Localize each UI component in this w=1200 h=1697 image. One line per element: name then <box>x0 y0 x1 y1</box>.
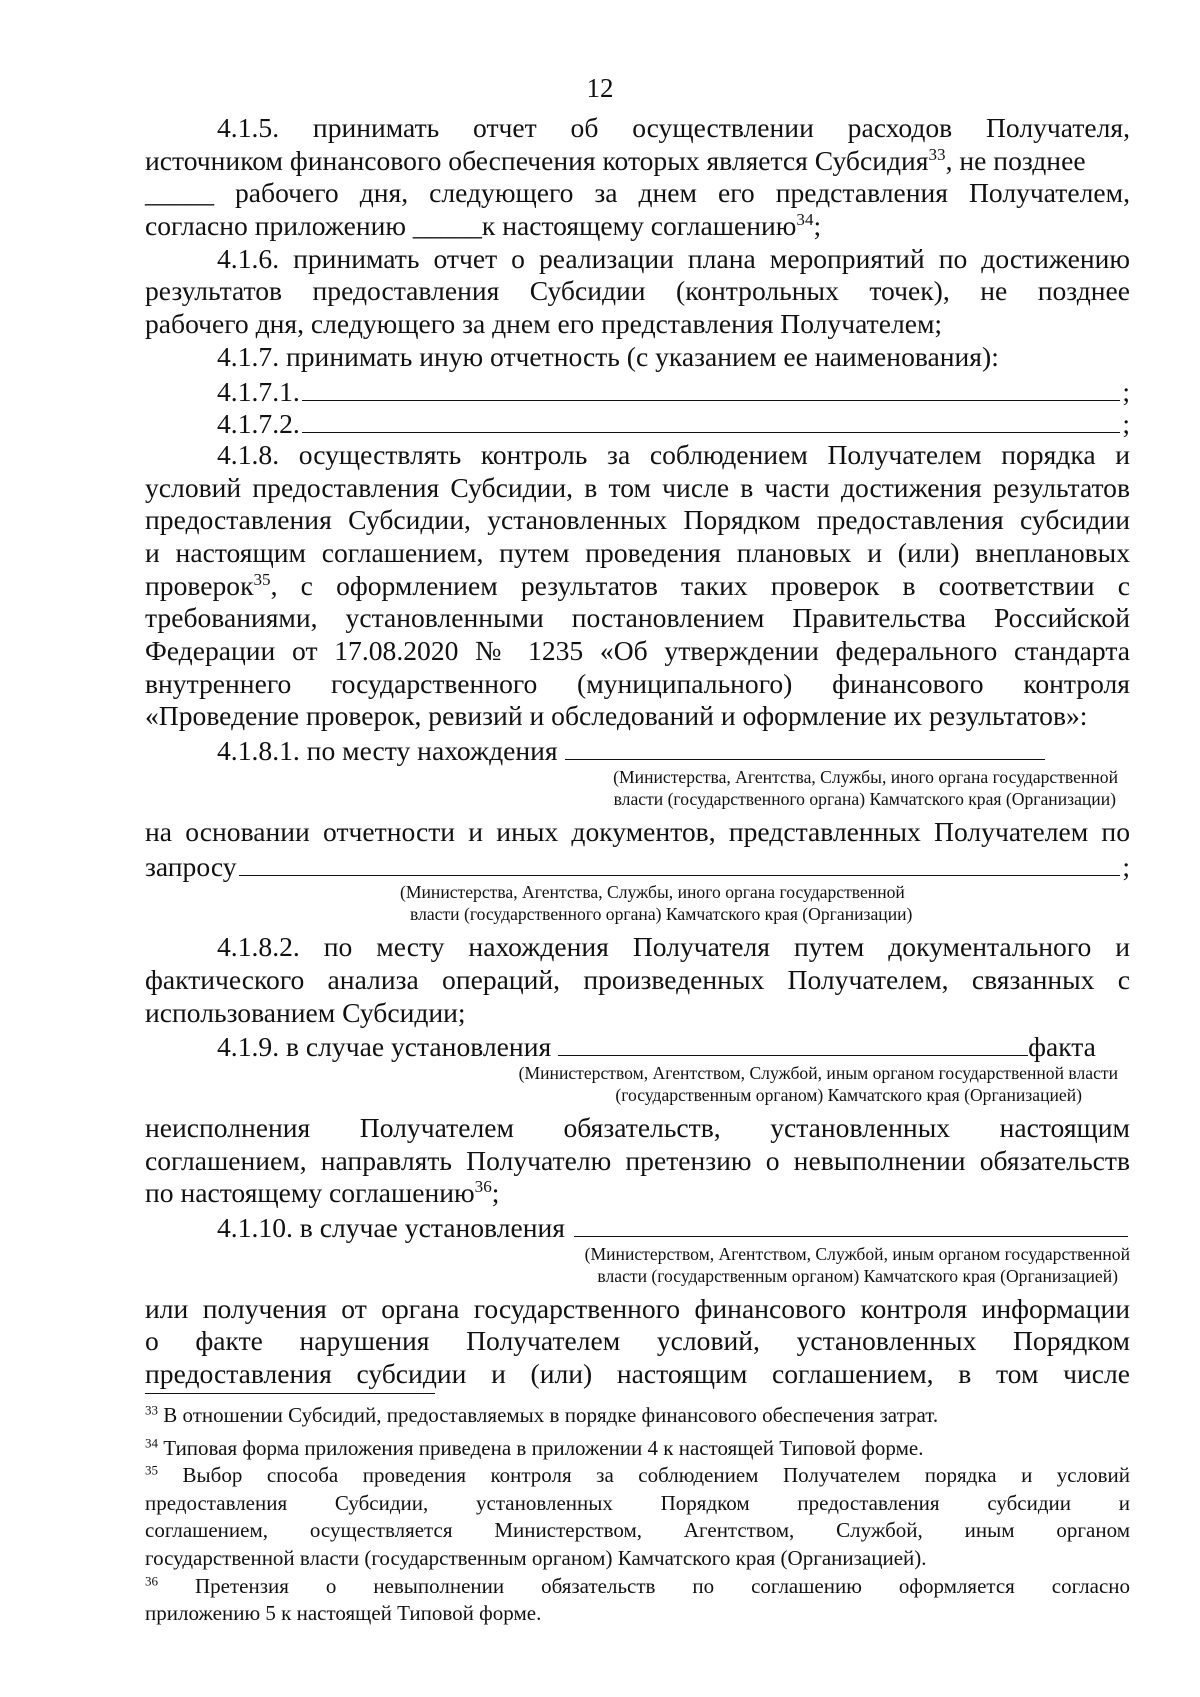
footnote-36-line-2: приложению 5 к настоящей Типовой форме. <box>145 1601 542 1626</box>
clause-4-1-8-line-9: «Проведение проверок, ревизий и обследований и оформление их результатов»: <box>145 700 1088 732</box>
clause-4-1-8-line-6: требованиями, установленными постановлением Правительства Российской <box>145 602 1130 634</box>
clause-4-1-9-line-3: соглашением, направлять Получателю претензию о невыполнении обязательств <box>145 1144 1130 1176</box>
clause-4-1-6-line-1: 4.1.6. принимать отчет о реализации плана мероприятий по достижению <box>217 242 1130 274</box>
clause-4-1-8-1-line-2: на основании отчетности и иных документов, представленных Получателем по <box>145 815 1130 847</box>
footnote-34: $^{34}$ Типовая форма приложения приведена в приложении 4 к настоящей Типовой форме. <box>145 1435 924 1460</box>
footnote-33: $^{33}$ В отношении Субсидий, предоставляемых в порядке финансового обеспечения затрат. <box>145 1402 939 1427</box>
clause-4-1-8-line-1: 4.1.8. осуществлять контроль за соблюдением Получателем порядка и <box>217 438 1130 470</box>
fill-line <box>565 733 1045 760</box>
field-caption: (Министерства, Агентства, Службы, иного органа государственной <box>400 882 905 903</box>
clause-4-1-9-line-4: по настоящему соглашению$^{36}$; <box>145 1177 500 1209</box>
clause-4-1-9-line-1: 4.1.9. в случае установления факта <box>145 1029 1130 1062</box>
field-caption: власти (государственного органа) Камчатского края (Организации) <box>410 904 913 925</box>
clause-4-1-5-line-2: источником финансового обеспечения которых является Субсидия$^{33}$, не позднее <box>145 144 1086 176</box>
fill-line <box>302 374 1121 401</box>
clause-4-1-5-line-3: _____ рабочего дня, следующего за днем его представления Получателем, <box>145 177 1130 209</box>
document-body <box>145 112 1130 1391</box>
fill-line <box>302 406 1121 433</box>
field-caption: (государственным органом) Камчатского края (Организацией) <box>615 1084 1082 1105</box>
footnote-35-line-2: предоставления Субсидии, установленных Порядком предоставления субсидии и <box>145 1490 1130 1515</box>
footnote-35-line-3: соглашением, осуществляется Министерством, Агентством, Службой, иным органом <box>145 1518 1130 1543</box>
fill-line <box>558 1029 1028 1056</box>
clause-4-1-7-2: 4.1.7.2. ; <box>145 406 1130 439</box>
footnote-36-line-1: $^{36}$ Претензия о невыполнении обязательств по соглашению оформляется согласно <box>145 1573 1131 1598</box>
footnote-35-line-4: государственной власти (государственным органом) Камчатского края (Организацией). <box>145 1545 927 1570</box>
clause-4-1-8-line-5: проверок$^{35}$, с оформлением результатов таких проверок в соответствии с <box>145 569 1130 601</box>
fill-line <box>574 1210 1128 1237</box>
clause-4-1-8-2-line-1: 4.1.8.2. по месту нахождения Получателя путем документального и <box>217 931 1130 963</box>
clause-4-1-8-1-line-3: запросу ; <box>145 848 1130 881</box>
clause-4-1-10-line-2: или получения от органа государственного финансового контроля информации <box>145 1292 1130 1324</box>
clause-4-1-8-line-8: внутреннего государственного (муниципального) финансового контроля <box>145 667 1130 699</box>
clause-4-1-8-2-line-3: использованием Субсидии; <box>145 996 466 1028</box>
clause-4-1-10-line-1: 4.1.10. в случае установления <box>145 1210 1130 1243</box>
clause-4-1-5-line-4: согласно приложению _____к настоящему соглашению$^{34}$; <box>145 210 822 242</box>
field-caption: власти (государственного органа) Камчатского края (Организации) <box>613 788 1116 809</box>
field-caption: (Министерством, Агентством, Службой, иным органом государственной власти <box>518 1062 1118 1083</box>
clause-4-1-5-line-1: 4.1.5. принимать отчет об осуществлении расходов Получателя, <box>217 112 1131 143</box>
clause-4-1-7-line-1: 4.1.7. принимать иную отчетность (с указанием ее наименования): <box>217 340 999 372</box>
clause-4-1-8-line-4: и настоящим соглашением, путем проведения плановых и (или) внеплановых <box>145 536 1130 568</box>
field-caption: власти (государственным органом) Камчатского края (Организацией) <box>597 1265 1118 1286</box>
clause-4-1-8-1-line-1: 4.1.8.1. по месту нахождения <box>145 733 1130 766</box>
field-caption: (Министерства, Агентства, Службы, иного органа государственной <box>613 766 1118 787</box>
blank-field: _____ <box>412 210 482 242</box>
clause-4-1-10-line-3: о факте нарушения Получателем условий, установленных Порядком <box>145 1325 1130 1357</box>
clause-4-1-8-line-7: Федерации от 17.08.2020 № 1235 «Об утверждении федерального стандарта <box>145 635 1130 666</box>
page-number: 12 <box>586 73 614 103</box>
clause-4-1-10-line-4: предоставления субсидии и (или) настоящим соглашением, в том числе <box>145 1358 1130 1389</box>
clause-4-1-8-line-3: предоставления Субсидии, установленных Порядком предоставления субсидии <box>145 504 1130 536</box>
clause-4-1-6-line-2: результатов предоставления Субсидии (контрольных точек), не позднее <box>145 275 1130 307</box>
field-caption: (Министерством, Агентством, Службой, иным органом государственной <box>584 1243 1130 1264</box>
clause-4-1-8-line-2: условий предоставления Субсидии, в том числе в части достижения результатов <box>145 471 1130 503</box>
clause-4-1-9-line-2: неисполнения Получателем обязательств, установленных настоящим <box>145 1111 1130 1143</box>
clause-4-1-7-1: 4.1.7.1. ; <box>145 374 1130 407</box>
clause-4-1-8-2-line-2: фактического анализа операций, произведенных Получателем, связанных с <box>145 963 1130 995</box>
footnote-separator <box>145 1393 435 1394</box>
blank-field: _____ <box>145 177 214 209</box>
footnotes <box>145 1402 1130 1628</box>
fill-line <box>239 848 1121 875</box>
clause-4-1-6-line-3: рабочего дня, следующего за днем его представления Получателем; <box>145 308 943 340</box>
footnote-35-line-1: $^{35}$ Выбор способа проведения контроля за соблюдением Получателем порядка и условий <box>145 1462 1131 1488</box>
